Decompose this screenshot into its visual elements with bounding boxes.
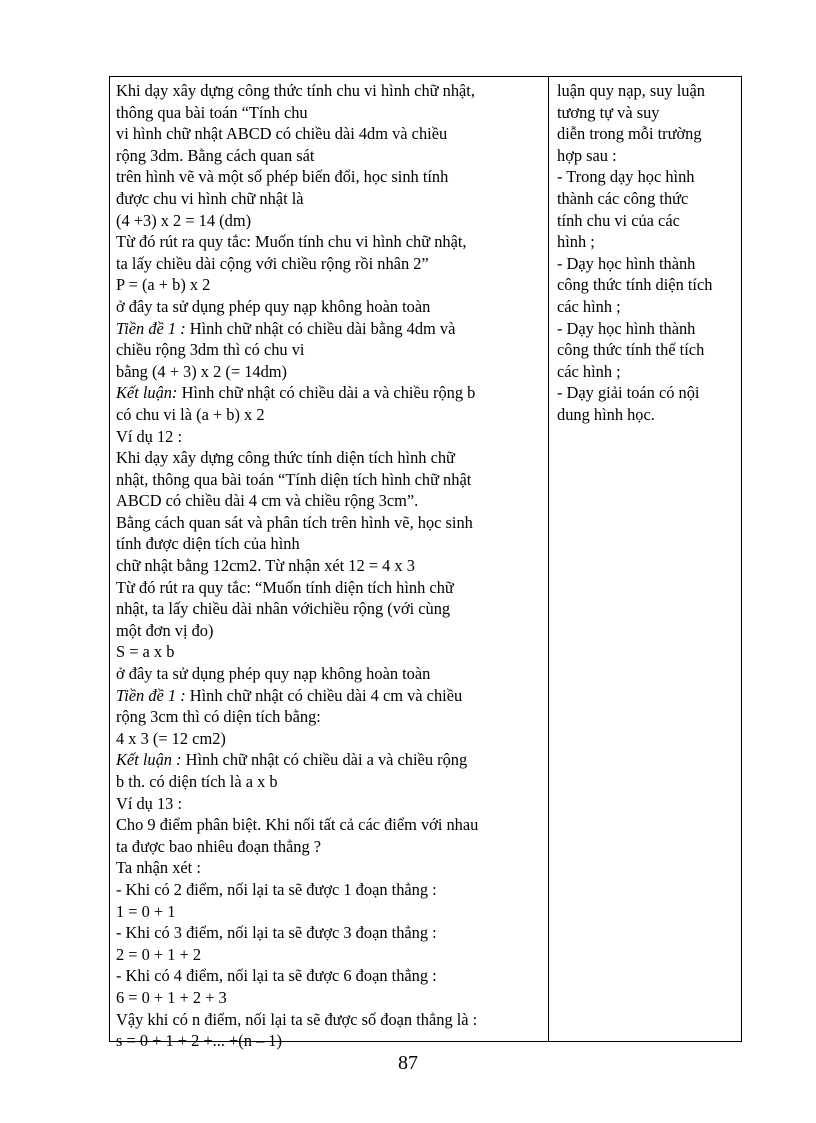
left-text-line: ở đây ta sử dụng phép quy nạp không hoàn toàn bbox=[116, 296, 431, 316]
left-text-line: - Khi có 4 điểm, nối lại ta sẽ được 6 đoạn thẳng : bbox=[116, 966, 437, 986]
left-text-line: bằng (4 + 3) x 2 (= 14dm) bbox=[116, 361, 287, 381]
left-text-line bbox=[116, 749, 544, 771]
left-text-line: 2 = 0 + 1 + 2 bbox=[116, 944, 202, 964]
left-text-line: tính được diện tích của hình bbox=[116, 534, 300, 554]
right-text-line: tương tự và suy bbox=[557, 102, 660, 122]
left-text-line: (4 +3) x 2 = 14 (dm) bbox=[116, 210, 252, 230]
right-text-line: hình ; bbox=[557, 232, 595, 252]
left-text-line: ta lấy chiều dài cộng với chiều rộng rồi nhân 2” bbox=[116, 253, 429, 273]
left-text-line: s = 0 + 1 + 2 +... +(n – 1) bbox=[116, 1031, 282, 1051]
left-text-line: thông qua bài toán “Tính chu bbox=[116, 102, 308, 122]
left-text-line: Ví dụ 13 : bbox=[116, 793, 183, 813]
left-text-line: S = a x b bbox=[116, 642, 175, 662]
left-text-line: 4 x 3 (= 12 cm2) bbox=[116, 728, 226, 748]
right-text-line: diễn trong mỗi trường bbox=[557, 124, 702, 144]
left-text-line: có chu vi là (a + b) x 2 bbox=[116, 404, 265, 424]
left-text-line: ở đây ta sử dụng phép quy nạp không hoàn toàn bbox=[116, 664, 431, 684]
left-text-line: vi hình chữ nhật ABCD có chiều dài 4dm và chiều bbox=[116, 124, 448, 144]
left-text-line: Khi dạy xây dựng công thức tính diện tích hình chữ bbox=[116, 448, 455, 468]
left-text-line: Bằng cách quan sát và phân tích trên hình vẽ, học sinh bbox=[116, 512, 473, 532]
left-text-line: - Khi có 3 điểm, nối lại ta sẽ được 3 đoạn thẳng : bbox=[116, 923, 437, 943]
left-text-line: Khi dạy xây dựng công thức tính chu vi hình chữ nhật, bbox=[116, 81, 475, 100]
right-text-line: - Dạy giải toán có nội bbox=[557, 383, 700, 403]
left-text-line: - Khi có 2 điểm, nối lại ta sẽ được 1 đoạn thẳng : bbox=[116, 879, 437, 899]
left-text-line: Ví dụ 12 : bbox=[116, 426, 183, 446]
right-text-line: dung hình học. bbox=[557, 404, 655, 424]
italic-label: Tiền đề 1 : bbox=[116, 685, 186, 705]
italic-label: Tiền đề 1 : bbox=[116, 318, 186, 338]
left-text-line bbox=[116, 685, 544, 707]
right-text-line: - Dạy học hình thành bbox=[557, 253, 696, 273]
left-text-line: Từ đó rút ra quy tắc: Muốn tính chu vi hình chữ nhật, bbox=[116, 232, 467, 252]
left-text-line bbox=[116, 382, 544, 404]
left-text-line: Ta nhận xét : bbox=[116, 858, 201, 878]
left-text-line: chiều rộng 3dm thì có chu vi bbox=[116, 340, 305, 360]
right-text-line: tính chu vi của các bbox=[557, 210, 680, 230]
right-text-line: công thức tính diện tích bbox=[557, 275, 713, 295]
left-text-line: Vậy khi có n điểm, nối lại ta sẽ được số đoạn thẳng là : bbox=[116, 1009, 478, 1029]
left-text-line: 6 = 0 + 1 + 2 + 3 bbox=[116, 987, 227, 1007]
left-text-line: ta được bao nhiêu đoạn thẳng ? bbox=[116, 836, 322, 856]
left-text-line: rộng 3dm. Bằng cách quan sát bbox=[116, 145, 315, 165]
line-text: Hình chữ nhật có chiều dài bằng 4dm và bbox=[185, 318, 456, 338]
line-text: Hình chữ nhật có chiều dài a và chiều rộng b bbox=[177, 383, 476, 403]
page-number: 87 bbox=[398, 1052, 418, 1074]
left-column bbox=[110, 77, 549, 1051]
left-text-line: trên hình vẽ và một số phép biến đổi, học sinh tính bbox=[116, 167, 449, 187]
right-text-line: hợp sau : bbox=[557, 145, 617, 165]
left-text-line: chữ nhật bằng 12cm2. Từ nhận xét 12 = 4 x 3 bbox=[116, 556, 415, 576]
line-text: Hình chữ nhật có chiều dài 4 cm và chiều bbox=[185, 685, 463, 705]
right-text-line: các hình ; bbox=[557, 296, 621, 316]
right-text-line: - Dạy học hình thành bbox=[557, 318, 696, 338]
right-column bbox=[549, 77, 741, 1041]
left-text-line bbox=[116, 318, 544, 340]
italic-label: Kết luận: bbox=[116, 383, 178, 403]
right-text-line: thành các công thức bbox=[557, 188, 689, 208]
content-table bbox=[109, 76, 742, 1051]
left-text-line: P = (a + b) x 2 bbox=[116, 275, 211, 295]
left-text-line: rộng 3cm thì có diện tích bằng: bbox=[116, 707, 321, 727]
left-text-line: được chu vi hình chữ nhật là bbox=[116, 188, 304, 208]
line-text: Hình chữ nhật có chiều dài a và chiều rộng bbox=[181, 750, 468, 770]
left-text-line: Cho 9 điểm phân biệt. Khi nối tất cả các điểm với nhau bbox=[116, 815, 479, 835]
right-text-line: công thức tính thể tích bbox=[557, 340, 705, 360]
right-text-line: luận quy nạp, suy luận bbox=[557, 81, 705, 100]
left-text-line: nhật, thông qua bài toán “Tính diện tích hình chữ nhật bbox=[116, 469, 472, 489]
italic-label: Kết luận : bbox=[116, 750, 182, 770]
right-text-line: các hình ; bbox=[557, 361, 621, 381]
left-text-line: b th. có diện tích là a x b bbox=[116, 772, 278, 791]
left-text-line: một đơn vị đo) bbox=[116, 620, 214, 640]
left-text-line: ABCD có chiều dài 4 cm và chiều rộng 3cm”. bbox=[116, 491, 419, 511]
left-text-line: nhật, ta lấy chiều dài nhân vớichiều rộng (với cùng bbox=[116, 599, 451, 619]
right-text-line: - Trong dạy học hình bbox=[557, 167, 695, 187]
left-text-line: Từ đó rút ra quy tắc: “Muốn tính diện tích hình chữ bbox=[116, 577, 454, 597]
left-text-line: 1 = 0 + 1 bbox=[116, 901, 176, 921]
